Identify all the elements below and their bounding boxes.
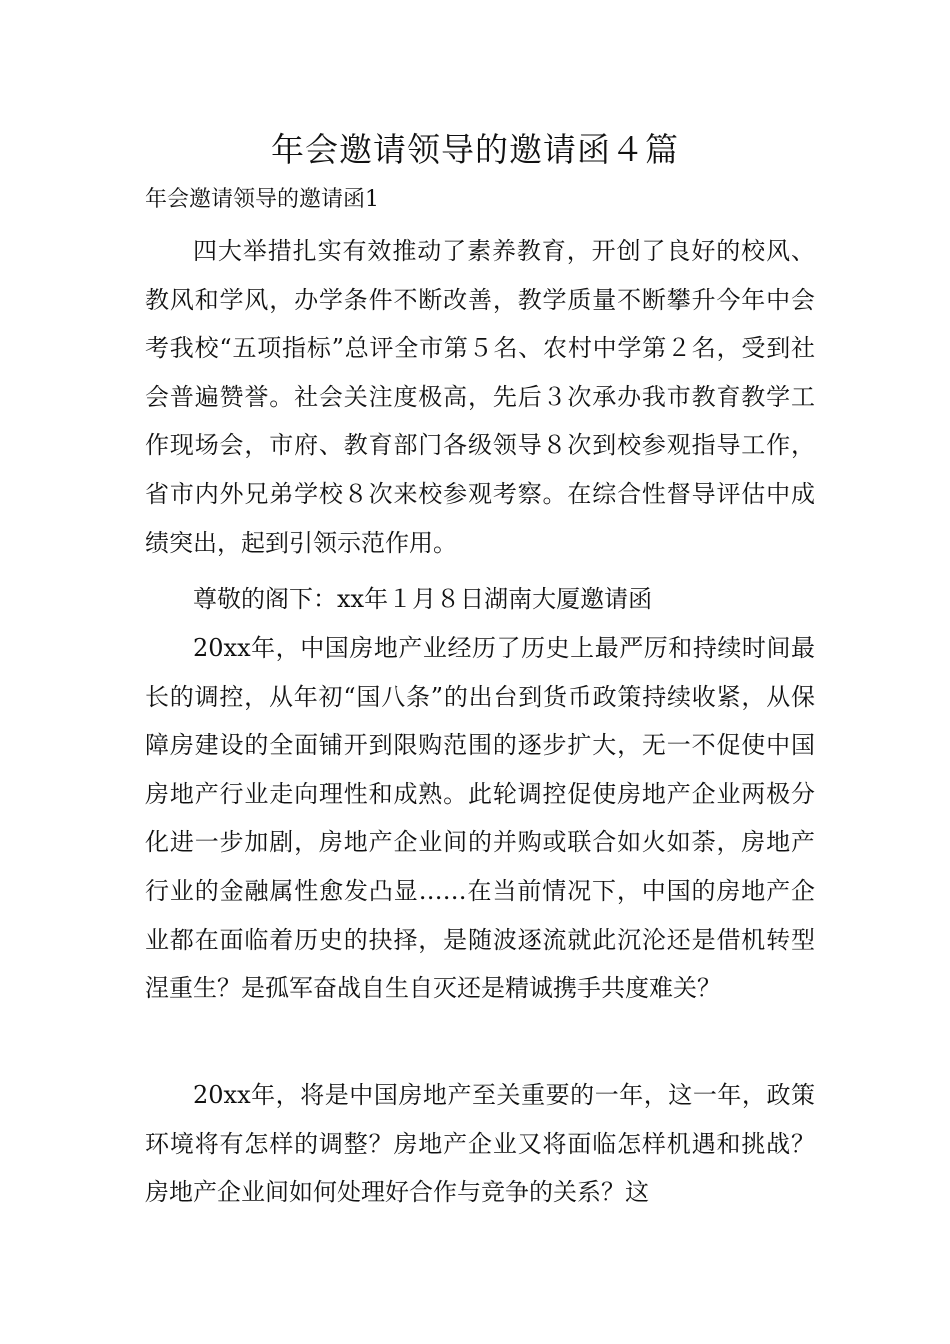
- paragraph-salutation: 尊敬的阁下：xx年１月８日湖南大厦邀请函: [193, 585, 653, 613]
- paragraph-real-estate-review: 20xx年，中国房地产业经历了历史上最严厉和持续时间最长的调控，从年初“国八条”的出台到货币政策持续收紧，从保障房建设的全面铺开到限购范围的逐步扩大，无一不促使中国房地产行业走向理性和成熟。此轮调控促使房地产企业两极分化进一步加剧，房地产企业间的并购或联合如火如荼，房地产行业的金融属性愈发凸显……在当前情况下，中国的房地产企业都在面临着历史的抉择，是随波逐流就此沉沦还是借机转型涅重生？是孤军奋战自生自灭还是精诚携手共度难关？: [145, 634, 815, 1003]
- section-heading: 年会邀请领导的邀请函1: [145, 187, 379, 212]
- paragraph-school-achievements: 四大举措扎实有效推动了素养教育，开创了良好的校风、教风和学风，办学条件不断改善，教学质量不断攀升今年中会考我校“五项指标”总评全市第５名、农村中学第２名，受到社会普遍赞誉。社会关注度极高，先后３次承办我市教育教学工作现场会，市府、教育部门各级领导８次到校参观指导工作，省市内外兄弟学校８次来校参观考察。在综合性督导评估中成绩突出，起到引领示范作用。: [145, 237, 815, 557]
- document-title: 年会邀请领导的邀请函４篇: [271, 130, 679, 169]
- paragraph-real-estate-outlook: 20xx年，将是中国房地产至关重要的一年，这一年，政策环境将有怎样的调整？房地产企业又将面临怎样机遇和挑战？房地产企业间如何处理好合作与竞争的关系？这: [145, 1081, 815, 1207]
